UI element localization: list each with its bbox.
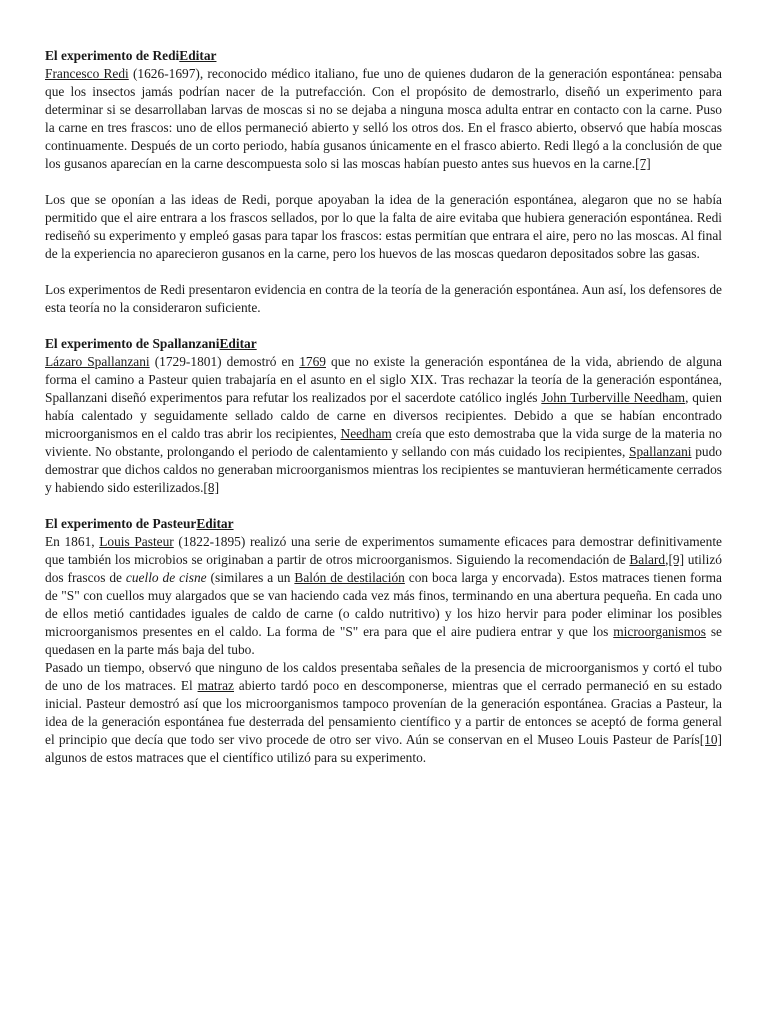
text-run: con boca larga y encorvada). Estos matraces tienen forma de "S" con cuellos muy alargados que se van haciendo cada vez más finos, terminando en una abertura pequeña. En cada uno de ellos metió cantidades iguales de caldo de carne (o caldo nutritivo) y los hizo hervir para poder eliminar los posibles microorganismos presentes en el caldo. La forma de "S" era para que el aire pudiera entrar y que los xyxy=(45,570,722,639)
inline-link[interactable]: [8] xyxy=(203,480,220,495)
inline-link[interactable]: Louis Pasteur xyxy=(99,534,174,549)
edit-link[interactable]: Editar xyxy=(196,516,234,531)
inline-link[interactable]: Francesco Redi xyxy=(45,66,129,81)
text-run: abierto tardó poco en descomponerse, mientras que el cerrado permaneció en su estado inicial. Pasteur demostró así que los microorganismos tampoco provenían de la generación espontánea. Gracias a Pasteur, la idea de la generación espontánea fue desterrada del pensamiento científico y a partir de entonces se aceptó de forma general el principio que decía que todo ser vivo procede de otro ser vivo. Aún se conservan en el Museo Louis Pasteur de París xyxy=(45,678,723,747)
text-run: (1822-1895) realizó una serie de experimentos sumamente eficaces para demostrar definitivamente que también los microbios se originaban a partir de otros microorganismos. Siguiendo la recomendación de xyxy=(45,534,722,567)
text-run: , xyxy=(665,552,669,567)
inline-link[interactable]: microorganismos xyxy=(613,624,706,639)
paragraph xyxy=(45,65,722,173)
edit-link[interactable]: Editar xyxy=(179,48,217,63)
section-heading-redi xyxy=(45,47,722,65)
paragraph-gap xyxy=(45,173,722,191)
text-run: creía que esto demostraba que la vida surge de la materia no viviente. No obstante, prolongando el periodo de calentamiento y sellando con más cuidado los recipientes, xyxy=(45,426,722,459)
inline-link[interactable]: Needham xyxy=(340,426,392,441)
heading-text: El experimento de Pasteur xyxy=(45,516,197,531)
paragraph: Los que se oponían a las ideas de Redi, porque apoyaban la idea de la generación espontánea, alegaron que no se había permitido que el aire entrara a los frascos sellados, por lo que la falta de aire evitaba que hubiera generación espontánea. Redi rediseñó su experimento y empleó gasas para tapar los frascos: estas permitían que entrara el aire, pero no las moscas. Al final de la experiencia no aparecieron gusanos en la carne, pero los huevos de las moscas quedaron depositados sobre las gasas. xyxy=(45,192,722,261)
inline-link[interactable]: John Turberville Needham xyxy=(541,390,686,405)
paragraph-gap xyxy=(45,263,722,281)
text-run: algunos de estos matraces que el científico utilizó para su experimento. xyxy=(45,750,427,765)
inline-link[interactable]: matraz xyxy=(197,678,235,693)
text-run: se quedasen en la parte más baja del tubo. xyxy=(45,624,722,657)
edit-link[interactable]: Editar xyxy=(219,336,257,351)
inline-link[interactable]: Spallanzani xyxy=(629,444,692,459)
paragraph xyxy=(45,659,722,767)
inline-link[interactable]: [10] xyxy=(699,732,722,747)
italic-text: cuello de cisne xyxy=(125,570,207,585)
text-run: Pasado un tiempo, observó que ninguno de los caldos presentaba señales de la presencia de microorganismos y cortó el tubo de uno de los matraces. El xyxy=(45,660,722,693)
paragraph xyxy=(45,533,722,659)
inline-link[interactable]: [9] xyxy=(668,552,685,567)
section-heading-pasteur xyxy=(45,515,722,533)
paragraph xyxy=(45,353,722,497)
document-page xyxy=(45,47,722,767)
text-run: que no existe la generación espontánea de la vida, abriendo de alguna forma el camino a Pasteur quien trabajaría en el asunto en el siglo XIX. Tras rechazar la teoría de la generación espontánea, Spallanzani diseñó experimentos para refutar los realizados por el sacerdote católico inglés xyxy=(45,354,722,405)
paragraph: Los experimentos de Redi presentaron evidencia en contra de la teoría de la generación espontánea. Aun así, los defensores de esta teoría no la consideraron suficiente. xyxy=(45,282,722,315)
inline-link[interactable]: Lázaro Spallanzani xyxy=(45,354,150,369)
inline-link[interactable]: [7] xyxy=(635,156,651,171)
heading-text: El experimento de Spallanzani xyxy=(45,336,220,351)
inline-link[interactable]: 1769 xyxy=(299,354,326,369)
inline-link[interactable]: Balard xyxy=(629,552,666,567)
inline-link[interactable]: Balón de destilación xyxy=(294,570,405,585)
text-run: utilizó dos frascos de xyxy=(45,552,722,585)
text-run: (1626-1697), reconocido médico italiano, fue uno de quienes dudaron de la generación espontánea: pensaba que los insectos jamás podrían nacer de la putrefacción. Con el propósito de demostrarlo, diseñó un experimento para determinar si se desarrollaban larvas de moscas si no se dejaba a ninguna mosca adulta entrar en contacto con la carne. Puso la carne en tres frascos: uno de ellos permaneció abierto y selló los otros dos. En el frasco abierto, observó que había moscas continuamente. Después de un corto periodo, había gusanos únicamente en el frasco abierto. Redi llegó a la conclusión de que los gusanos aparecían en la carne descompuesta solo si las moscas habían puesto antes sus huevos en la carne. xyxy=(45,66,722,171)
paragraph-gap xyxy=(45,497,722,515)
heading-text: El experimento de Redi xyxy=(45,48,180,63)
paragraph-gap xyxy=(45,317,722,335)
text-run: En 1861, xyxy=(45,534,100,549)
text-run: (similares a un xyxy=(206,570,295,585)
text-run: pudo demostrar que dichos caldos no generaban microorganismos mientras los recipientes se mantuvieran herméticamente cerrados y habiendo sido esterilizados. xyxy=(45,444,722,495)
text-run: , quien había calentado y seguidamente sellado caldo de carne en diversos recipientes. Debido a que se habían encontrado microorganismos en el caldo tras abrir los recipientes, xyxy=(45,390,722,441)
text-run: (1729-1801) demostró en xyxy=(149,354,300,369)
section-heading-spallanzani xyxy=(45,335,722,353)
